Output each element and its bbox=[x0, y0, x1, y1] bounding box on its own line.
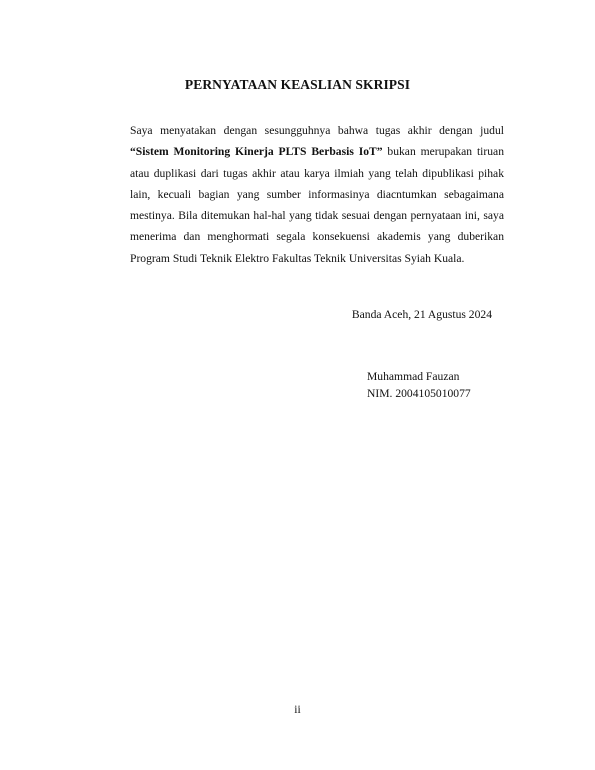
statement-paragraph bbox=[130, 120, 504, 269]
statement-text-after: bukan merupakan tiruan atau duplikasi dari tugas akhir atau karya ilmiah yang telah dipublikasi pihak lain, kecuali bagian yang sumber informasinya diacntumkan sebagaimana mestinya. Bila ditemukan hal-hal yang tidak sesuai dengan pernyataan ini, saya menerima dan menghormati segala konsekuensi akademis yang duberikan Program Studi Teknik Elektro Fakultas Teknik Universitas Syiah Kuala. bbox=[130, 145, 505, 265]
place-date: Banda Aceh, 21 Agustus 2024 bbox=[351, 308, 492, 321]
page-title: PERNYATAAN KEASLIAN SKRIPSI bbox=[184, 77, 411, 92]
thesis-title: “Sistem Monitoring Kinerja PLTS Berbasis IoT” bbox=[130, 145, 383, 159]
signer-nim: NIM. 2004105010077 bbox=[367, 387, 471, 400]
signature-block bbox=[367, 368, 471, 402]
statement-text-before: Saya menyatakan dengan sesungguhnya bahwa tugas akhir dengan judul bbox=[130, 124, 504, 137]
signer-name: Muhammad Fauzan bbox=[367, 370, 460, 383]
page-number: ii bbox=[294, 703, 301, 716]
